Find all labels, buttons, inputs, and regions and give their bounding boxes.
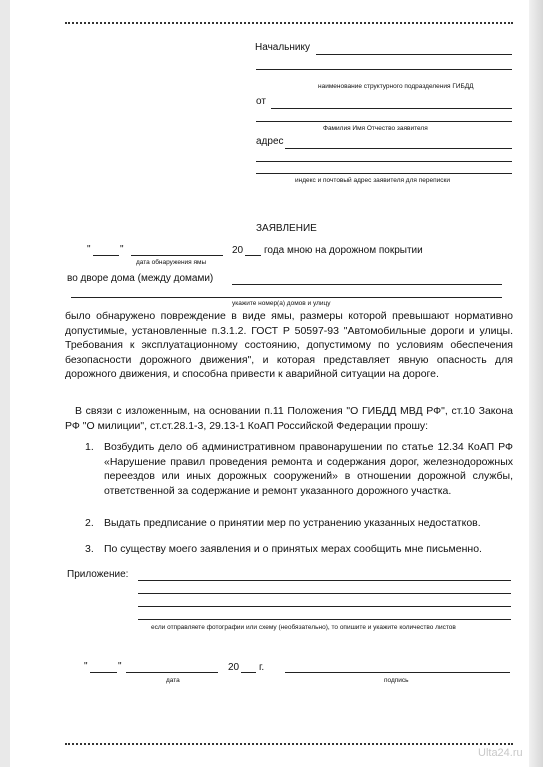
- date-line-text: года мною на дорожном покрытии: [264, 245, 423, 256]
- to-hint: наименование структурного подразделения ГИБДД: [318, 83, 474, 90]
- to-line-2: [256, 69, 512, 70]
- request-text: Возбудить дело об административном правонарушении по статье 12.34 КоАП РФ «Нарушение правил проведения ремонта и содержания дорог, железнодорожных переездов или иных дорожных сооружений» в отношении дорожной службы, ответственной за содержание и ремонт указанного дорожного участка.: [104, 441, 513, 497]
- address-line-1: [285, 148, 512, 149]
- date-year-line: [245, 255, 261, 256]
- attachment-line-2: [138, 593, 511, 594]
- to-line-1: [316, 54, 512, 55]
- address-line-2: [256, 161, 512, 162]
- sign-year-prefix: 20: [228, 662, 240, 673]
- request-item-1: [85, 440, 513, 498]
- from-hint: Фамилия Имя Отчество заявителя: [323, 125, 428, 132]
- address-line-3: [256, 173, 512, 174]
- request-item-2: [85, 516, 513, 531]
- request-text: Выдать предписание о принятии мер по устранению указанных недостатков.: [104, 517, 481, 529]
- to-label: Начальнику: [255, 42, 310, 53]
- request-item-3: [85, 542, 513, 557]
- request-number: 2.: [85, 517, 94, 529]
- sign-quote-open: ": [84, 661, 88, 672]
- date-year-prefix: 20: [232, 245, 244, 256]
- attachment-line-1: [138, 580, 511, 581]
- date-day-line: [93, 255, 119, 256]
- request-number: 3.: [85, 543, 94, 555]
- from-line-2: [256, 121, 512, 122]
- address-label: адрес: [256, 136, 284, 147]
- sign-year-suffix: г.: [259, 662, 265, 673]
- attachment-hint: если отправляете фотографии или схему (необязательно), то опишите и укажите количество листов: [151, 624, 456, 631]
- sign-day-line: [90, 672, 117, 673]
- sign-date-hint: дата: [166, 677, 180, 684]
- location-hint: укажите номер(а) домов и улицу: [232, 300, 331, 307]
- sign-quote-close: ": [118, 661, 122, 672]
- sign-year-line: [241, 672, 256, 673]
- date-hint: дата обнаружения ямы: [136, 259, 207, 266]
- address-hint: индекс и почтовый адрес заявителя для переписки: [295, 177, 450, 184]
- request-number: 1.: [85, 441, 94, 453]
- body-paragraph: было обнаружено повреждение в виде ямы, размеры которой превышают нормативно допустимые, установленные п.3.1.2. ГОСТ Р 50597-93 "Автомобильные дороги и улицы. Требования к эксплуатационному состоянию, допустимому по условиям обеспечения безопасности дорожного движения", и которая представляет явную опасность для дорожного движения, и способна привести к аварийной ситуации на дороге.: [65, 310, 513, 380]
- location-line-1: [232, 284, 502, 285]
- page-title: ЗАЯВЛЕНИЕ: [256, 223, 317, 234]
- intro-paragraph: В связи с изложенным, на основании п.11 Положения "О ГИБДД МВД РФ", ст.10 Закона РФ "О милиции", ст.ст.28.1-3, 29.13-1 КоАП Российской Федерации прошу:: [65, 405, 513, 432]
- location-label: во дворе дома (между домами): [67, 273, 214, 284]
- sign-month-line: [126, 672, 218, 673]
- location-line-2: [71, 297, 502, 298]
- date-month-line: [131, 255, 223, 256]
- sign-signature-hint: подпись: [384, 677, 409, 684]
- watermark: Ulta24.ru: [478, 747, 523, 759]
- page-frame-right: [529, 0, 543, 767]
- attachment-line-3: [138, 606, 511, 607]
- date-quote-open: ": [87, 244, 91, 255]
- bottom-dotted-separator: [65, 743, 513, 745]
- attachment-label: Приложение:: [67, 569, 129, 580]
- from-line-1: [271, 108, 512, 109]
- attachment-line-4: [138, 619, 511, 620]
- from-label: от: [256, 96, 266, 107]
- top-dotted-separator: [65, 22, 513, 24]
- page-frame-left: [0, 0, 10, 767]
- date-quote-close: ": [120, 244, 124, 255]
- signature-line: [285, 672, 510, 673]
- request-text: По существу моего заявления и о принятых мерах сообщить мне письменно.: [104, 543, 482, 555]
